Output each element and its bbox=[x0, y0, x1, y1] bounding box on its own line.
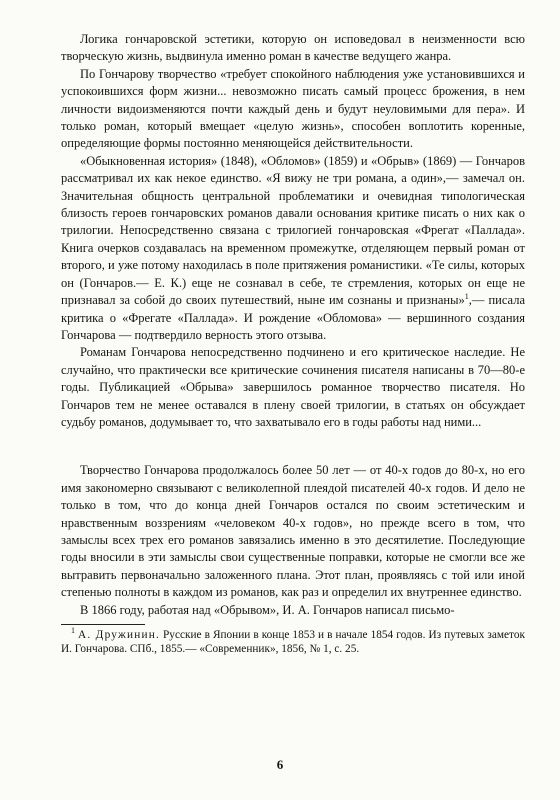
footnote-author: А. Дружинин. bbox=[78, 629, 160, 641]
footnote bbox=[61, 628, 525, 656]
paragraph-5: Творчество Гончарова продолжалось более 50 лет — от 40-х годов до 80-х, но его имя закономерно связывают с великолепной плеядой писателей 40-х годов. И дело не только в том, что до конца дней Гончаров остался по своим эстетическим и нравственным воззрениям «человеком 40-х годов», но прежде всего в том, что замыслы всех трех его романов завязались именно в это десятилетие. Последующие годы вносили в эти замыслы свои существенные поправки, которые не смогли все же вытравить первоначально заложенного плана. Этот план, проявляясь с той или иной степенью полноты в каждом из романов, как раз и определил их внутреннее единство. bbox=[61, 463, 525, 600]
footnote-marker: 1 bbox=[71, 626, 75, 636]
section-break bbox=[61, 431, 525, 462]
footnote-text: Русские в Японии в конце 1853 и в начале 1854 годов. Из путевых заметок И. Гончарова. СПб., 1855.— «Современник», 1856, № 1, с. 25. bbox=[61, 629, 525, 656]
paragraph-1: Логика гончаровской эстетики, которую он исповедовал в неизменности всю творческую жизнь, выдвинула именно роман в качестве ведущего жанра. bbox=[61, 32, 525, 64]
book-page bbox=[61, 31, 525, 656]
paragraph-3-text: «Обыкновенная история» (1848), «Обломов» (1859) и «Обрыв» (1869) — Гончаров рассматривал их как некое единство. «Я вижу не три романа, а один»,— замечал он. Значительная общность центральной проблематики и очевидная типологическая близость героев гончаровских романов давали основания критике писать о них как о трилогии. Непосредственно связана с трилогией гончаровская «Фрегат «Паллада». Книга очерков создавалась на временном промежутке, отделяющем первый роман от второго, и уже потому находилась в поле притяжения романистики. «Те силы, которых он (Гончаров.— Е. К.) еще не сознавал в себе, те стремления, которых он еще не признавал за собой до своих путешествий, ныне им сознаны и признаны» bbox=[61, 153, 525, 308]
footnote-rule bbox=[61, 624, 145, 625]
page-number: 6 bbox=[276, 757, 284, 772]
paragraph-3-tail: ,— писала критика о «Фрегате «Паллада». И рождение «Обломова» — вершинного создания Гончарова — подтвердило верность этого отзыва. bbox=[61, 293, 525, 342]
footnote-reference: 1 bbox=[464, 291, 469, 301]
paragraph-2: По Гончарову творчество «требует спокойного наблюдения уже установившихся и успокоившихся форм жизни... невозможно писать самый процесс брожения, в нем личности видоизменяются почти каждый день и будут неуловимыми для пера». И только роман, который вмещает «целую жизнь», способен воплотить коренные, определяющие формы постоянно меняющейся действительности. bbox=[61, 66, 525, 151]
paragraph-6: В 1866 году, работая над «Обрывом», И. А. Гончаров написал письмо- bbox=[80, 602, 455, 617]
paragraph-3 bbox=[61, 153, 525, 344]
paragraph-4: Романам Гончарова непосредственно подчинено и его критическое наследие. Не случайно, что практически все критические сочинения писателя написаны в 70—80-е годы. Публикацией «Обрыва» завершилось романное творчество писателя. Но Гончаров тем не менее оставался в плену своей трилогии, в статьях он обсуждает судьбу романов, додумывает то, что захватывало его в годы работы над ними... bbox=[61, 345, 525, 429]
